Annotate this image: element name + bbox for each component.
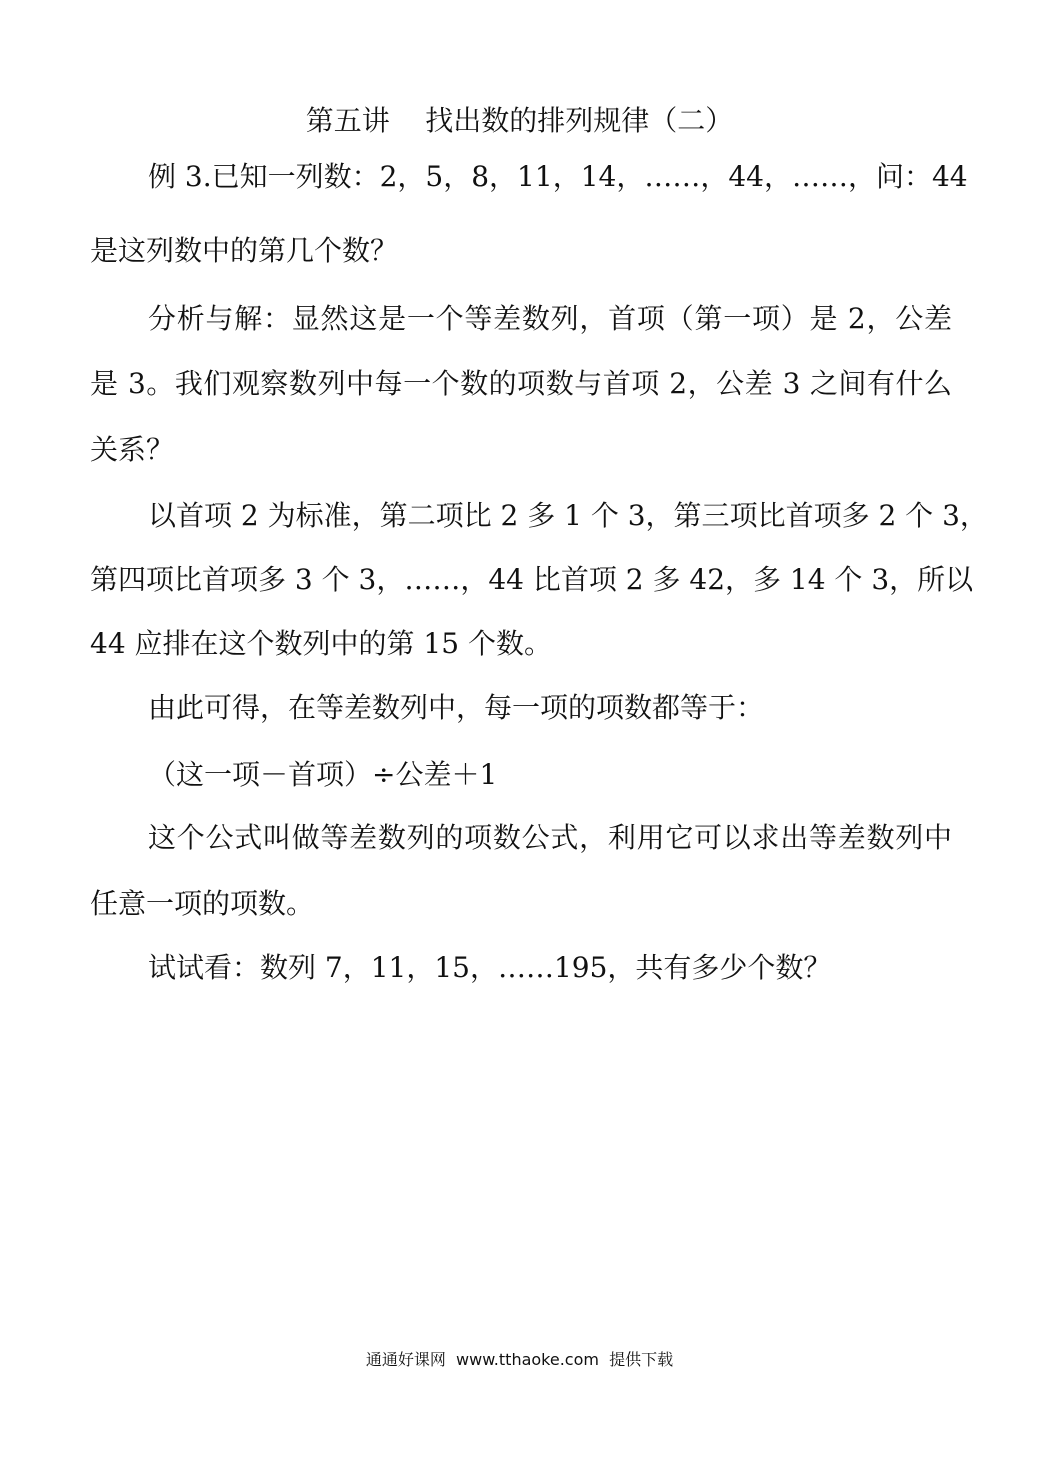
footer-credit: 通通好课网 www.tthaoke.com 提供下载 (365, 1350, 674, 1369)
exercise-line: 试试看：数列 7，11，15，……195，共有多少个数？ (148, 951, 832, 984)
conclusion-line: 由此可得，在等差数列中，每一项的项数都等于： (148, 691, 765, 724)
analysis-line-2: 是 3。我们观察数列中每一个数的项数与首项 2，公差 3 之间有什么 (90, 367, 952, 400)
analysis-line-3: 关系？ (90, 433, 175, 466)
example-line-2: 是这列数中的第几个数？ (90, 234, 399, 267)
reasoning-line-1: 以首项 2 为标准，第二项比 2 多 1 个 3，第三项比首项多 2 个 3， (148, 499, 988, 532)
formula-note-line-2: 任意一项的项数。 (90, 887, 315, 920)
reasoning-line-2: 第四项比首项多 3 个 3，……，44 比首项 2 多 42，多 14 个 3，所以 (90, 563, 974, 596)
formula-note-line-1: 这个公式叫做等差数列的项数公式，利用它可以求出等差数列中 (148, 821, 952, 854)
lesson-title: 第五讲 找出数的排列规律（二） (305, 104, 734, 137)
analysis-line-1: 分析与解：显然这是一个等差数列，首项（第一项）是 2，公差 (148, 302, 952, 335)
example-line-1: 例 3.已知一列数：2，5，8，11，14，……，44，……，问：44 (148, 160, 968, 193)
reasoning-line-3: 44 应排在这个数列中的第 15 个数。 (90, 627, 552, 660)
formula-line: （这一项－首项）÷公差＋1 (148, 758, 498, 791)
